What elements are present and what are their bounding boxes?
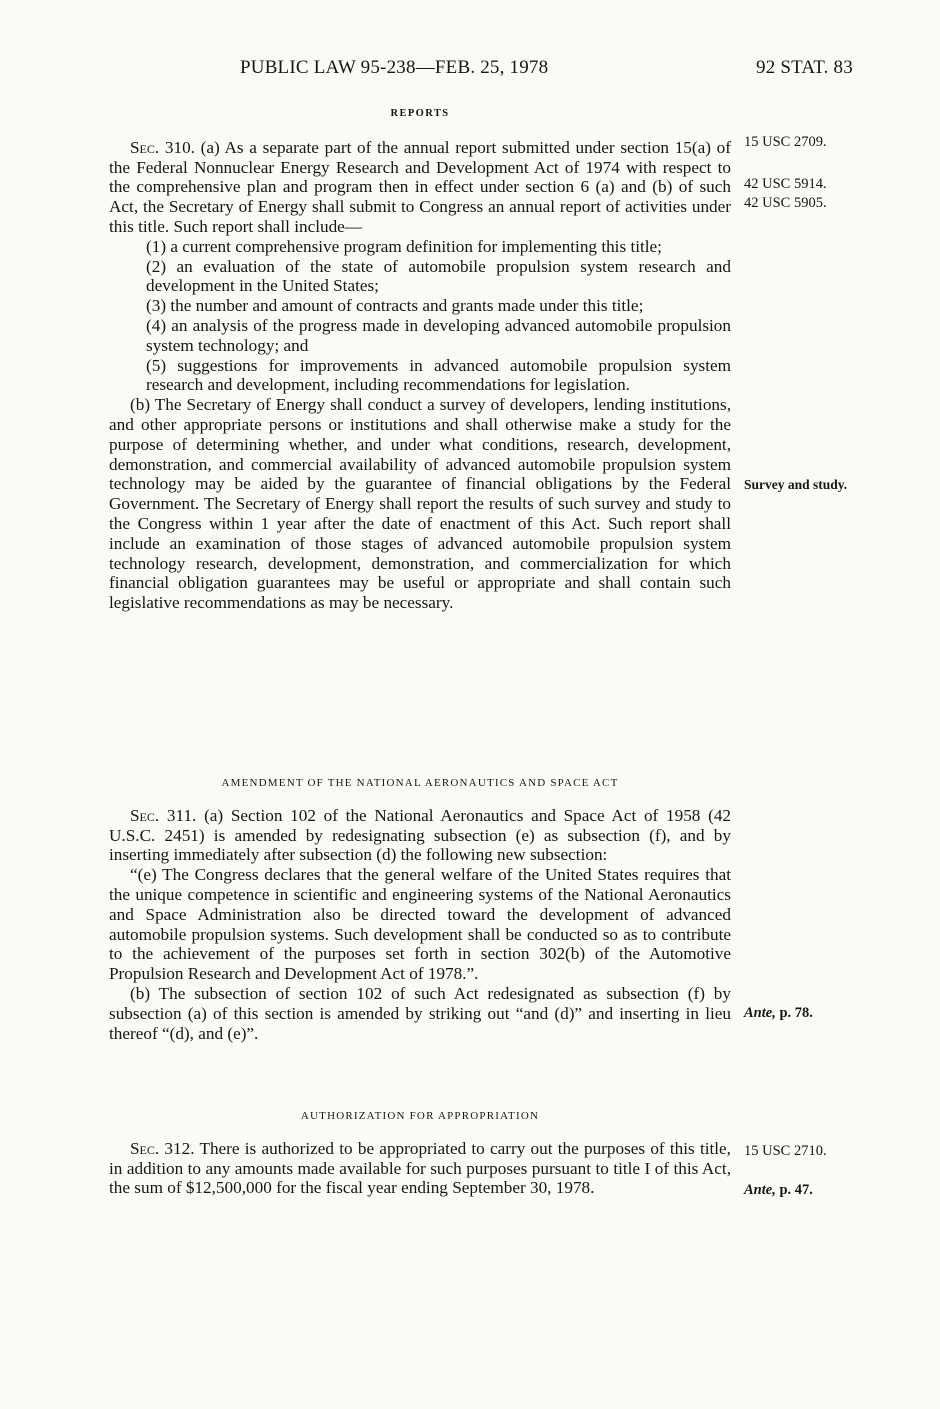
sec-311-a-text: (a) Section 102 of the National Aeronautics and Space Act of 1958 (42 U.S.C. 2451) is amended by redesignating subsection (e) as subsection (f), and by inserting immediately after subsection (d) the following new subsection: <box>109 805 732 865</box>
list-item: (5) suggestions for improvements in advanced automobile propulsion system research and development, including recommendations for legislation. <box>146 355 731 395</box>
margin-note-15usc2709: 15 USC 2709. <box>744 134 827 150</box>
sec-310-a <box>109 138 731 237</box>
sec-311-b <box>109 984 731 1043</box>
margin-note-15usc2710: 15 USC 2710. <box>744 1143 827 1159</box>
margin-note-42usc5905: 42 USC 5905. <box>744 195 827 211</box>
list-item: (1) a current comprehensive program definition for implementing this title; <box>146 236 662 256</box>
section-number: Sec. 310. <box>130 137 195 157</box>
margin-note-page: p. 78. <box>775 1005 813 1021</box>
section-312 <box>109 1107 731 1198</box>
sec-311-quoted-text: “(e) The Congress declares that the general welfare of the United States requires that the unique competence in scientific and engineering systems of the National Aeronautics and Space Administration also be directed toward the development of advanced automobile propulsion systems. Such development shall be conducted so as to contribute to the achievement of the purposes set forth in section 302(b) of the Automotive Propulsion Research and Development Act of 1978.”. <box>109 865 731 984</box>
sec-312-text: There is authorized to be appropriated to carry out the purposes of this title, in addition to any amounts made available for such purposes pursuant to title I of this Act, the sum of $12,500,000 for the fiscal year ending September 30, 1978. <box>109 1138 731 1198</box>
sec-310-b <box>109 395 731 613</box>
margin-note-ante-label: Ante, <box>744 1005 776 1021</box>
sec-310-b-text: (b) The Secretary of Energy shall conduct a survey of developers, lending institutions, and other appropriate persons or institutions and shall otherwise make a study for the purpose of determining whether, and under what conditions, research, development, demonstration, and commercial availability of advanced automobile propulsion system technology may be aided by the guarantee of financial obligations by the Federal Government. The Secretary of Energy shall report the results of such survey and study to the Congress within 1 year after the date of enactment of this Act. Such report shall include an examination of those stages of advanced automobile propulsion system technology research, development, demonstration, and commercialization for which financial obligation guarantees may be useful or appropriate and shall contain such legislative recommendations as may be necessary. <box>109 395 731 613</box>
running-head-title: PUBLIC LAW 95-238—FEB. 25, 1978 <box>240 57 549 78</box>
margin-note-ante-78 <box>744 1005 813 1022</box>
margin-note-ante-47 <box>744 1182 813 1199</box>
section-number: Sec. 312. <box>130 1138 195 1158</box>
section-number: Sec. 311. <box>130 805 197 825</box>
section-310 <box>109 104 731 613</box>
section-heading-amendment: AMENDMENT OF THE NATIONAL AERONAUTICS AND SPACE ACT <box>221 777 619 789</box>
sec-312 <box>109 1139 731 1198</box>
list-item: (3) the number and amount of contracts and grants made under this title; <box>146 296 644 316</box>
margin-note-42usc5914: 42 USC 5914. <box>744 176 827 192</box>
sec-311-b-text: (b) The subsection of section 102 of such Act redesignated as subsection (f) by subsection (a) of this section is amended by striking out “and (d)” and inserting in lieu thereof “(d), and (e)”. <box>109 983 731 1043</box>
running-head-stat: 92 STAT. 83 <box>756 57 853 78</box>
list-item: (4) an analysis of the progress made in developing advanced automobile propulsion system technology; and <box>146 315 731 355</box>
margin-note-page: p. 47. <box>775 1182 813 1198</box>
sec-310-a-text: (a) As a separate part of the annual report submitted under section 15(a) of the Federal Nonnuclear Energy Research and Development Act of 1974 with respect to the comprehensive plan and program then in effect under section 6 (a) and (b) of such Act, the Secretary of Energy shall submit to Congress an annual report of activities under this title. Such report shall include— <box>109 137 731 236</box>
section-heading-authorization: AUTHORIZATION FOR APPROPRIATION <box>300 1110 540 1122</box>
margin-note-ante-label: Ante, <box>744 1182 776 1198</box>
section-311 <box>109 774 731 1043</box>
list-item: (2) an evaluation of the state of automobile propulsion system research and development in the United States; <box>146 256 731 296</box>
margin-note-survey: Survey and study. <box>744 477 848 492</box>
sec-311-quoted <box>109 865 731 984</box>
sec-311-a <box>109 806 731 865</box>
section-heading-reports: REPORTS <box>390 108 450 119</box>
